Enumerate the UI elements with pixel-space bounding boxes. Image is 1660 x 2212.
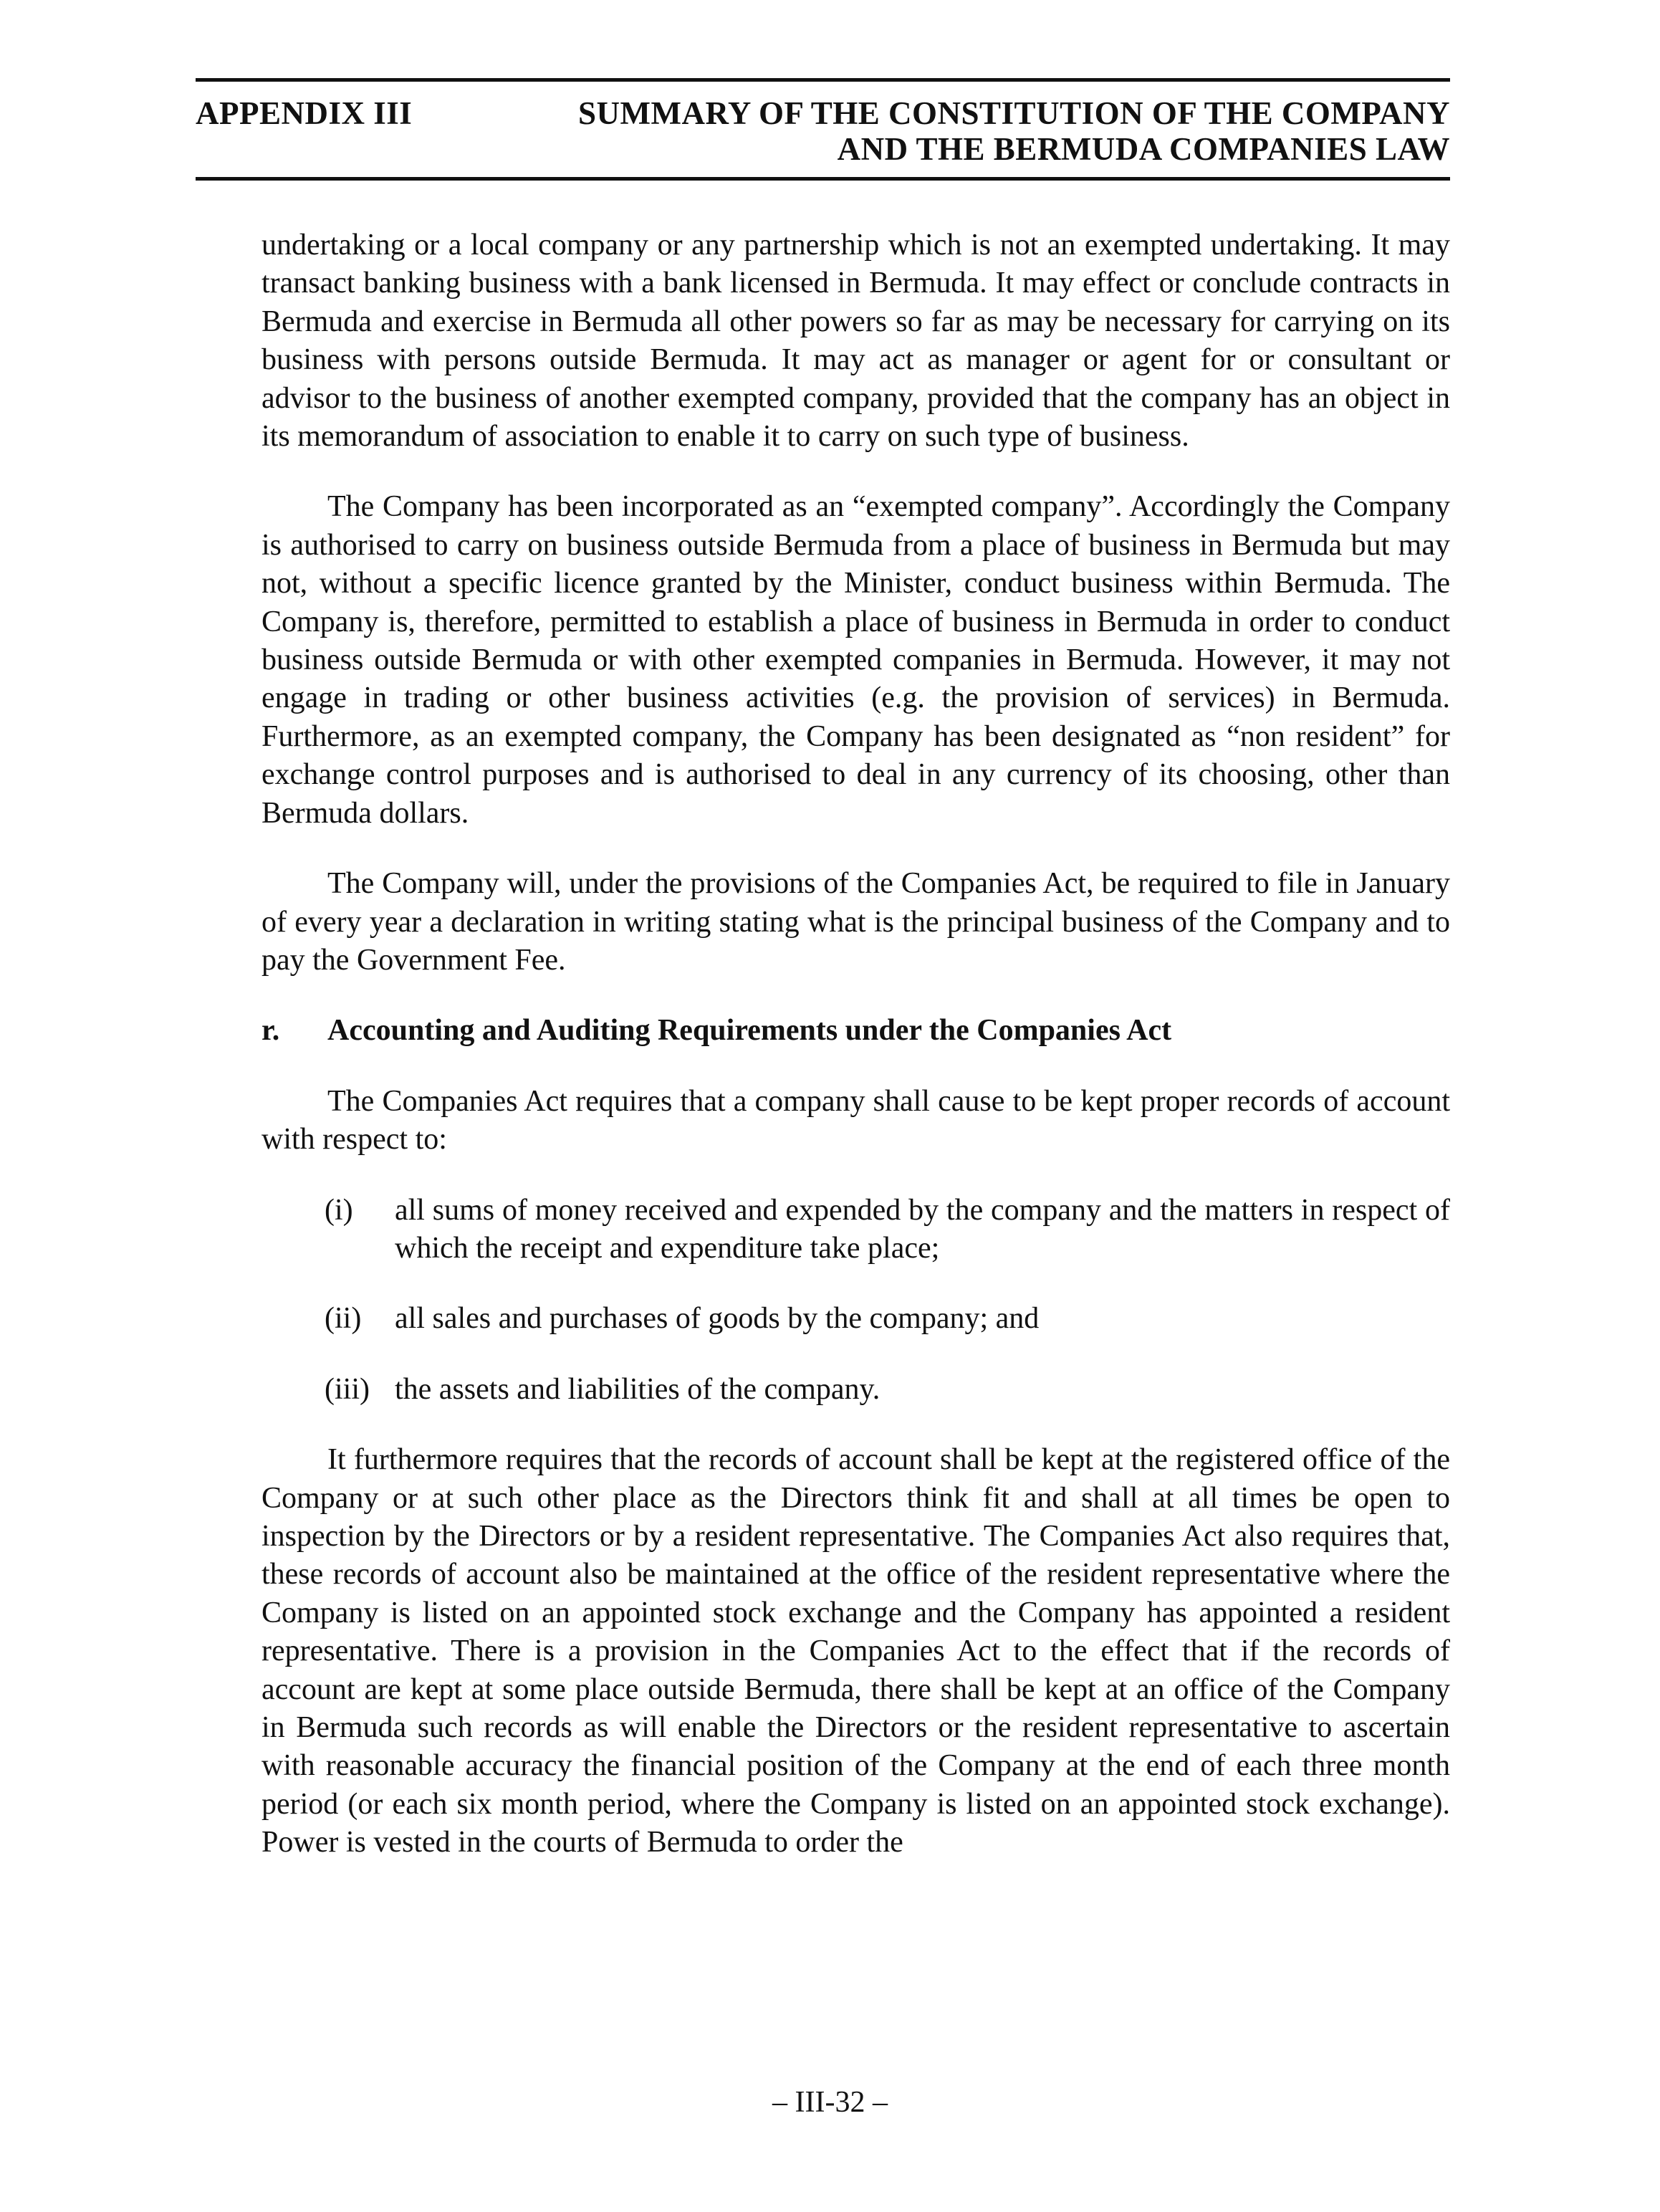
list-item-text: the assets and liabilities of the company.	[395, 1372, 881, 1406]
list-item	[262, 1371, 1450, 1409]
list-item-number: (i)	[325, 1193, 353, 1227]
list-item-number: (iii)	[325, 1372, 370, 1406]
appendix-title	[578, 95, 1450, 167]
paragraph-annual-declaration: The Company will, under the provisions of the Companies Act, be required to file in January of every year a declaration in writing stating what is the principal business of the Company and to pay the Government Fee.	[262, 867, 1450, 977]
appendix-title-line-2: AND THE BERMUDA COMPANIES LAW	[837, 131, 1450, 167]
paragraph-records-requirement: The Companies Act requires that a company shall cause to be kept proper records of account with respect to:	[262, 1084, 1450, 1157]
list-item-text: all sales and purchases of goods by the company; and	[395, 1302, 1040, 1336]
list-item-text: all sums of money received and expended by the company and the matters in respect of which the receipt and expenditure take place;	[395, 1193, 1450, 1265]
paragraph-records-location: It furthermore requires that the records of account shall be kept at the registered office of the Company or at such other place as the Directors think fit and shall at all times be open to inspection by the Directors or by a resident representative. The Companies Act also requires that, these records of account also be maintained at the office of the resident representative where the Company is listed on an appointed stock exchange and the Company has appointed a resident representative. There is a provision in the Companies Act to the effect that if the records of account are kept at some place outside Bermuda, there shall be kept at an office of the Company in Bermuda such records as will enable the Directors or the resident representative to ascertain with reasonable accuracy the financial position of the Company at the end of each three month period (or each six month period, where the Company is listed on an appointed stock exchange). Power is vested in the courts of Bermuda to order the	[262, 1443, 1450, 1859]
appendix-label: APPENDIX III	[196, 95, 413, 131]
header-bottom-rule	[196, 177, 1450, 181]
page-number: – III-32 –	[772, 2086, 888, 2119]
list-item-number: (ii)	[325, 1302, 362, 1336]
document-body	[262, 226, 1450, 1862]
appendix-title-line-1: SUMMARY OF THE CONSTITUTION OF THE COMPANY	[578, 95, 1450, 131]
section-title: Accounting and Auditing Requirements under the Companies Act	[327, 1014, 1172, 1048]
paragraph-exempted-company: The Company has been incorporated as an “exempted company”. Accordingly the Company is authorised to carry on business outside Bermuda from a place of business in Bermuda but may not, without a specific licence granted by the Minister, conduct business within Bermuda. The Company is, therefore, permitted to establish a place of business in Bermuda in order to conduct business outside Bermuda or with other exempted companies in Bermuda. However, it may not engage in trading or other business activities (e.g. the provision of services) in Bermuda. Furthermore, as an exempted company, the Company has been designated as “non resident” for exchange control purposes and is authorised to deal in any currency of its choosing, other than Bermuda dollars.	[262, 490, 1450, 830]
section-heading	[262, 1012, 1450, 1050]
section-label: r.	[262, 1014, 280, 1048]
list-item	[262, 1192, 1450, 1268]
paragraph-continuation: undertaking or a local company or any partnership which is not an exempted undertaking. It may transact banking business with a bank licensed in Bermuda. It may effect or conclude contracts in Bermuda and exercise in Bermuda all other powers so far as may be necessary for carrying on its business with persons outside Bermuda. It may act as manager or agent for or consultant or advisor to the business of another exempted company, provided that the company has an object in its memorandum of association to enable it to carry on such type of business.	[262, 229, 1450, 454]
header-top-rule	[196, 78, 1450, 82]
list-item	[262, 1300, 1450, 1338]
